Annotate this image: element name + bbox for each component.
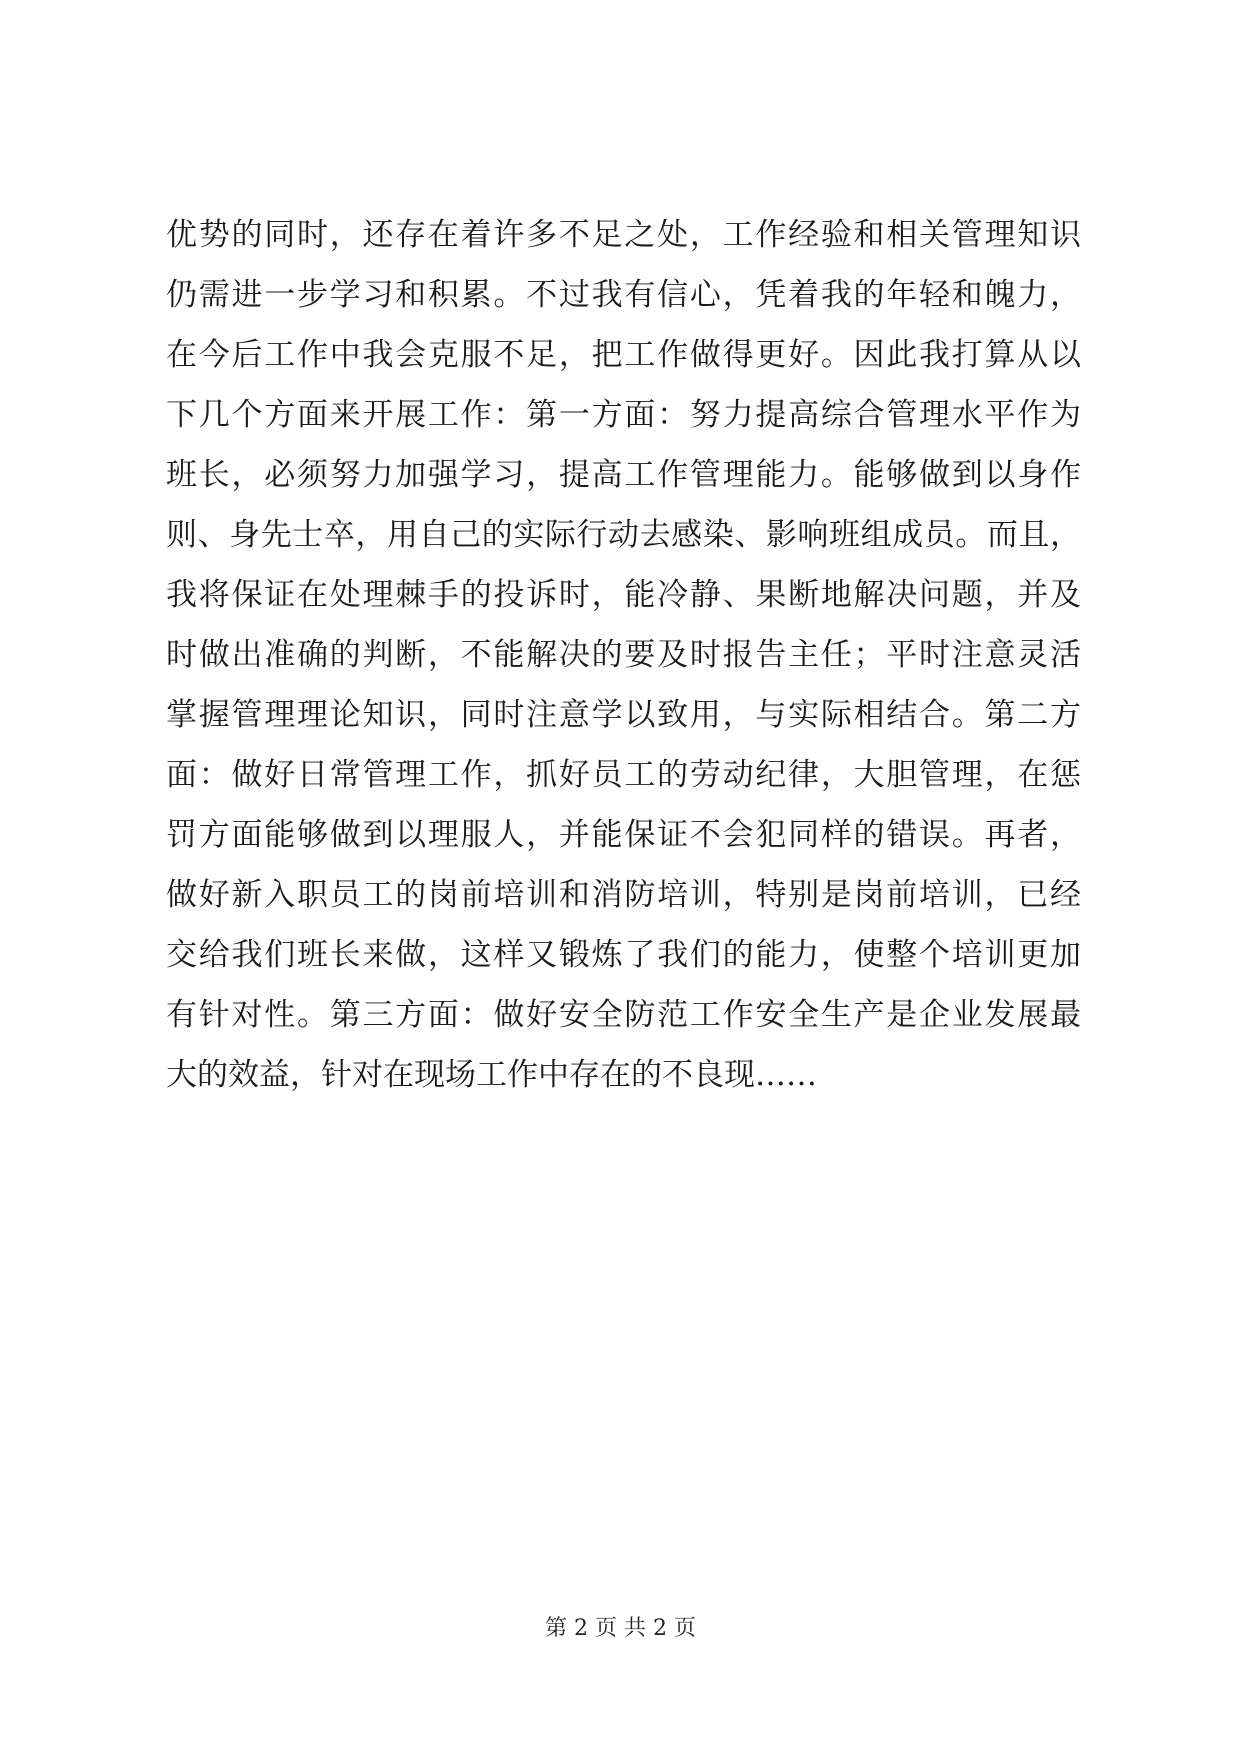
text-line: 交给我们班长来做，这样又锻炼了我们的能力，使整个培训更加: [166, 937, 1081, 973]
text-line: 有针对性。第三方面：做好安全防范工作安全生产是企业发展最: [166, 997, 1081, 1033]
text-line: 做好新入职员工的岗前培训和消防培训，特别是岗前培训，已经: [166, 877, 1081, 913]
text-line: 仍需进一步学习和积累。不过我有信心，凭着我的年轻和魄力，: [166, 277, 1081, 313]
text-line: 优势的同时，还存在着许多不足之处，工作经验和相关管理知识: [166, 217, 1081, 253]
text-line: 我将保证在处理棘手的投诉时，能冷静、果断地解决问题，并及: [166, 577, 1081, 613]
text-line: 罚方面能够做到以理服人，并能保证不会犯同样的错误。再者，: [166, 817, 1081, 853]
text-line: 在今后工作中我会克服不足，把工作做得更好。因此我打算从以: [166, 337, 1081, 373]
text-line: 则、身先士卒，用自己的实际行动去感染、影响班组成员。而且，: [166, 517, 1081, 553]
body-paragraph: [166, 205, 1081, 1105]
page-number-footer: 第 2 页 共 2 页: [545, 1616, 696, 1641]
text-line: 班长，必须努力加强学习，提高工作管理能力。能够做到以身作: [166, 457, 1081, 493]
text-line: 时做出准确的判断，不能解决的要及时报告主任；平时注意灵活: [166, 637, 1081, 673]
text-line: 面：做好日常管理工作，抓好员工的劳动纪律，大胆管理，在惩: [166, 757, 1081, 793]
text-line: 下几个方面来开展工作：第一方面：努力提高综合管理水平作为: [166, 397, 1081, 433]
text-line-last: 大的效益，针对在现场工作中存在的不良现……: [166, 1057, 817, 1093]
text-line: 掌握管理理论知识，同时注意学以致用，与实际相结合。第二方: [166, 697, 1081, 733]
